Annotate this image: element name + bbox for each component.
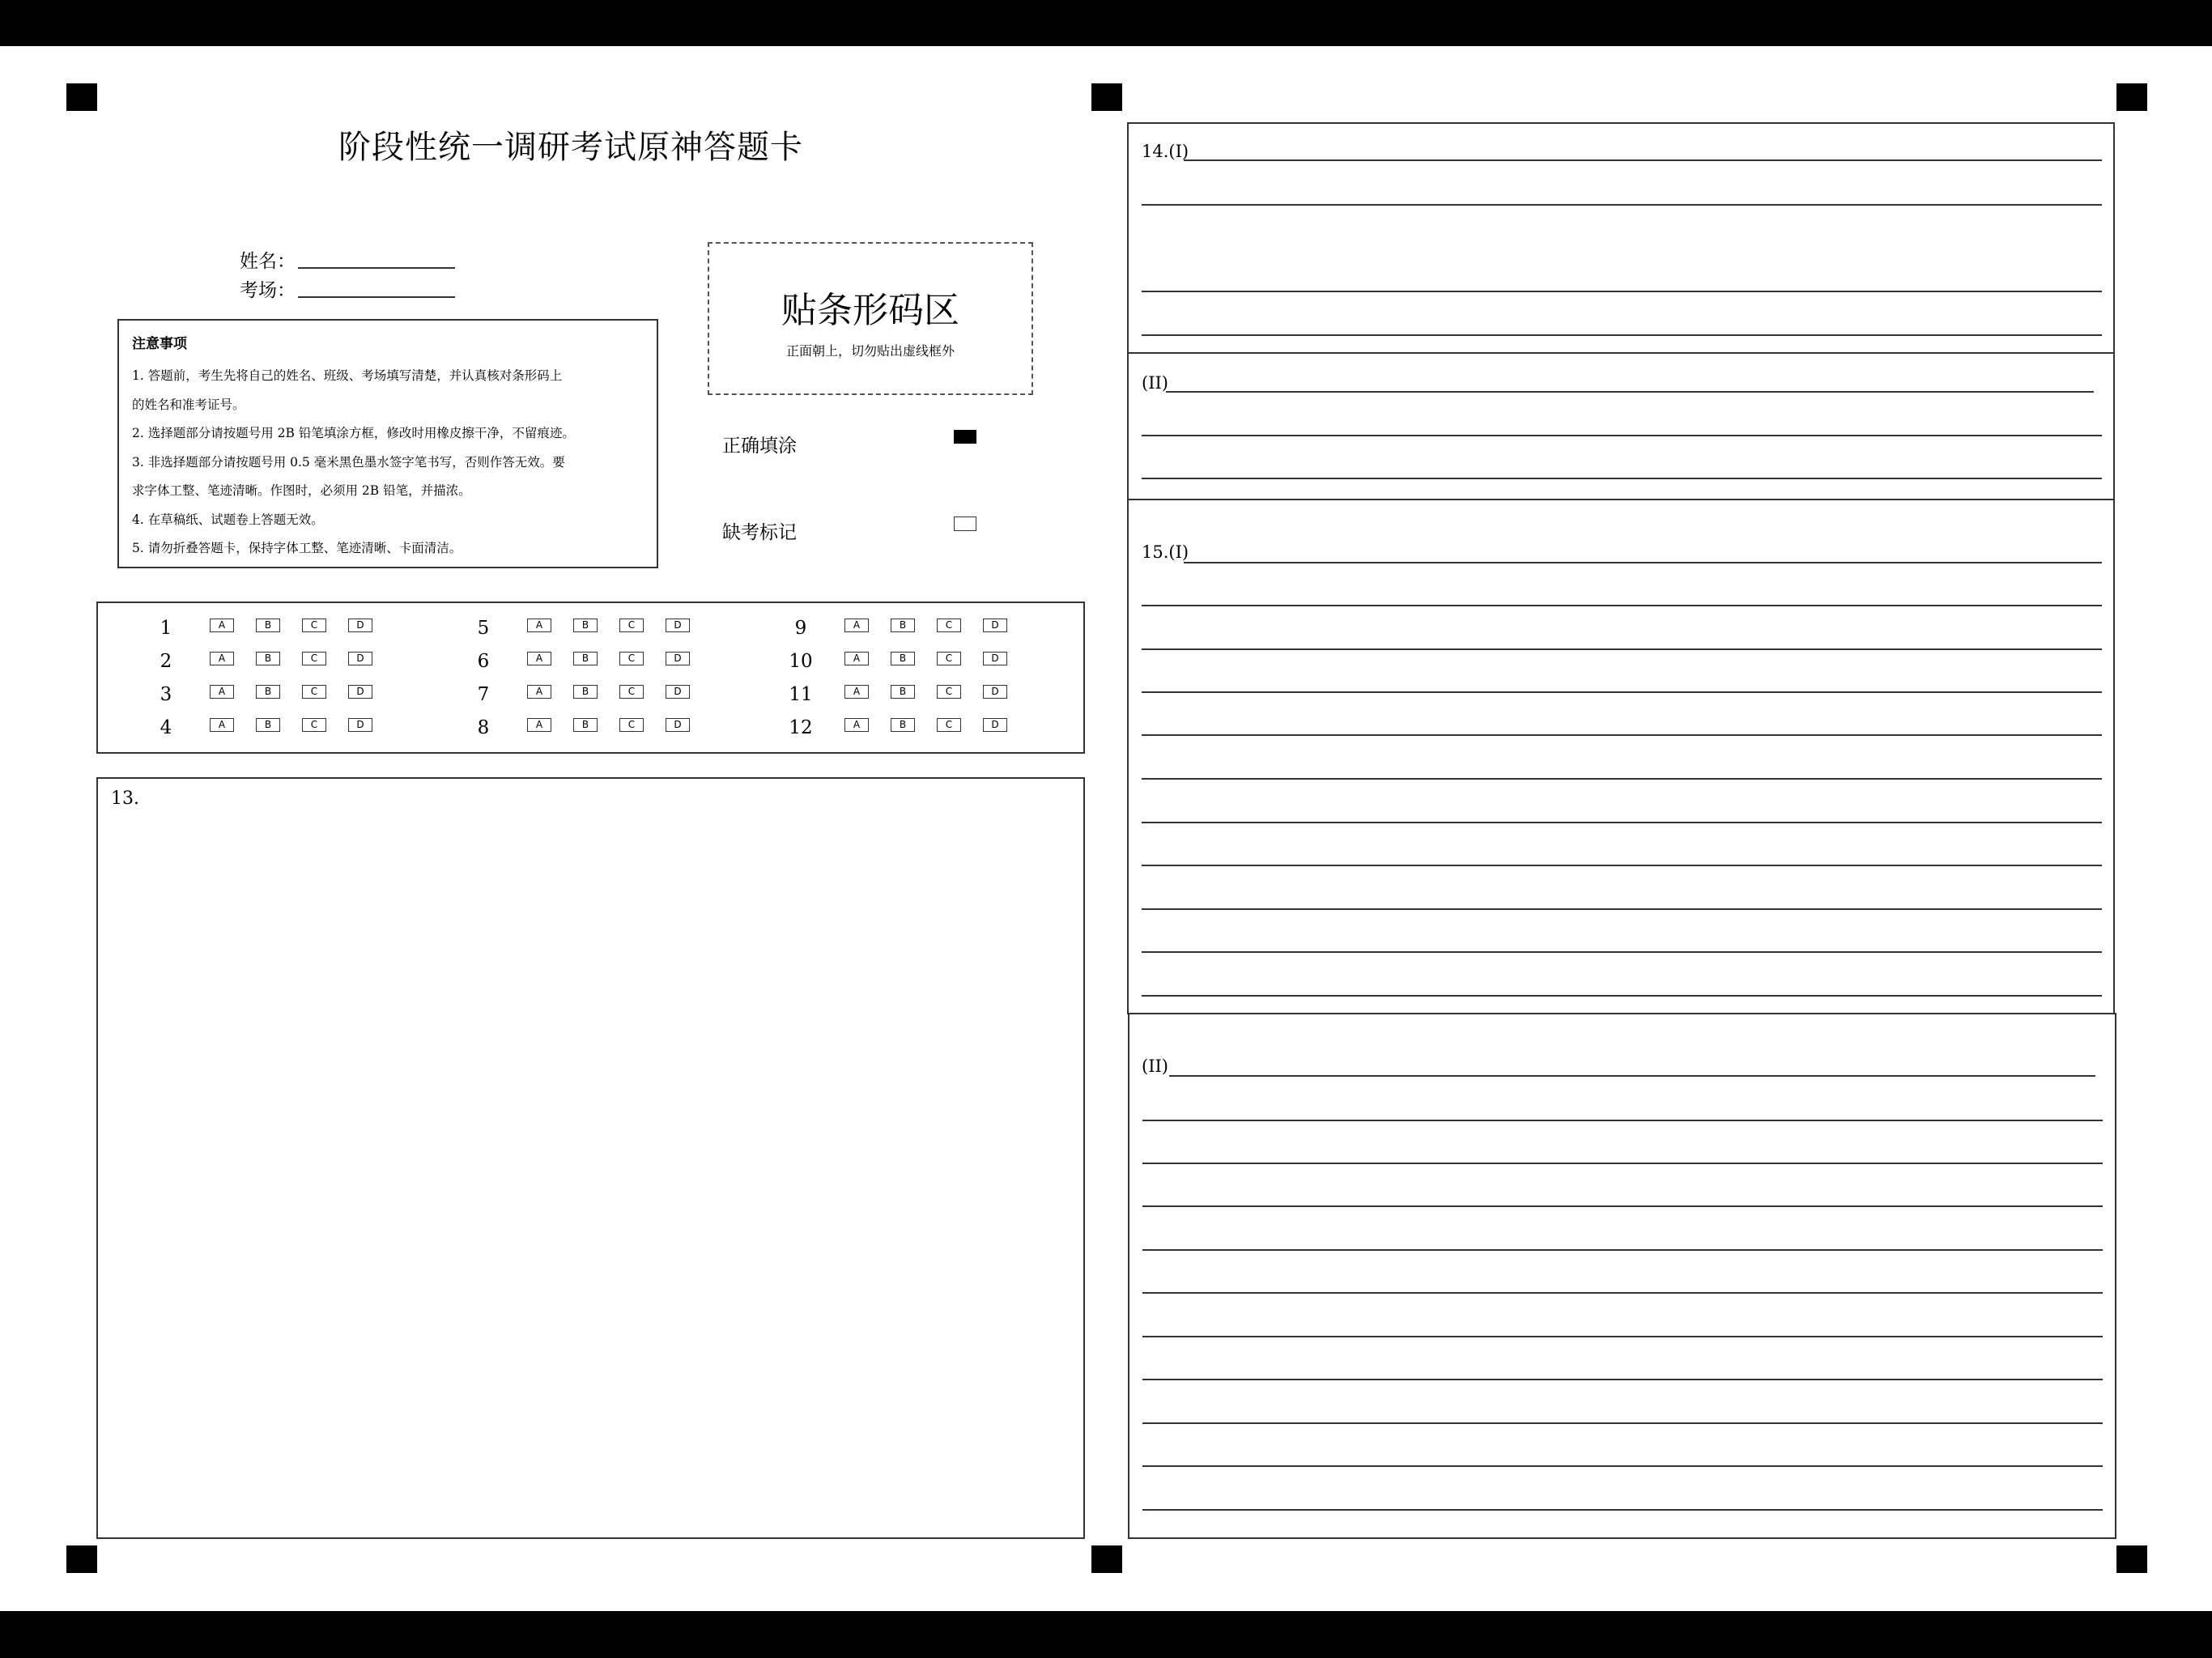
absent-mark-checkbox[interactable] [954,517,976,531]
option-4-A[interactable]: A [210,718,234,732]
writing-line[interactable] [1142,951,2102,953]
option-5-C[interactable]: C [619,619,644,632]
writing-line[interactable] [1142,1422,2103,1424]
name-label: 姓名： [240,251,296,272]
option-7-A[interactable]: A [527,685,551,699]
option-10-B[interactable]: B [891,652,915,665]
option-6-D[interactable]: D [666,652,690,665]
writing-line[interactable] [1142,204,2102,206]
option-7-C[interactable]: C [619,685,644,699]
barcode-subtitle: 正面朝上，切勿贴出虚线框外 [785,343,955,359]
writing-line[interactable] [1142,1465,2103,1467]
option-8-A[interactable]: A [527,718,551,732]
question-14-2-label: (II) [1142,373,1168,393]
notice-line: 1. 答题前，考生先将自己的姓名、班级、考场填写清楚，并认真核对条形码上 [132,368,563,383]
option-9-D[interactable]: D [983,619,1007,632]
writing-line[interactable] [1142,1292,2103,1294]
writing-line[interactable] [1142,1163,2103,1164]
registration-mark [66,1545,97,1573]
option-7-D[interactable]: D [666,685,690,699]
question-number-8: 8 [477,717,490,738]
option-12-D[interactable]: D [983,718,1007,732]
option-1-B[interactable]: B [256,619,280,632]
option-7-B[interactable]: B [573,685,598,699]
option-2-C[interactable]: C [302,652,326,665]
notice-line: 求字体工整、笔迹清晰。作图时，必须用 2B 铅笔，并描浓。 [132,483,471,498]
writing-line[interactable] [1142,822,2102,823]
registration-mark [66,83,97,111]
writing-line[interactable] [1142,1249,2103,1251]
writing-line[interactable] [1142,734,2102,736]
option-10-C[interactable]: C [937,652,961,665]
option-8-D[interactable]: D [666,718,690,732]
correct-fill-sample [954,430,976,444]
registration-mark [2116,83,2147,111]
option-4-B[interactable]: B [256,718,280,732]
notice-line: 4. 在草稿纸、试题卷上答题无效。 [132,512,324,527]
writing-line[interactable] [1169,1075,2095,1077]
barcode-title: 贴条形码区 [781,290,959,331]
question-14-1-label: 14.(I) [1142,142,1189,161]
barcode-area [708,242,1033,395]
option-2-A[interactable]: A [210,652,234,665]
option-11-D[interactable]: D [983,685,1007,699]
option-5-D[interactable]: D [666,619,690,632]
option-4-D[interactable]: D [348,718,372,732]
question-number-7: 7 [477,684,490,705]
option-6-A[interactable]: A [527,652,551,665]
option-9-A[interactable]: A [844,619,869,632]
writing-line[interactable] [1184,159,2102,161]
option-2-B[interactable]: B [256,652,280,665]
option-8-C[interactable]: C [619,718,644,732]
writing-line[interactable] [1142,435,2102,436]
notice-heading: 注意事项 [132,336,187,352]
option-4-C[interactable]: C [302,718,326,732]
answer-box-15-2[interactable] [1128,1013,2116,1539]
top-border-bar [0,0,2212,46]
option-12-C[interactable]: C [937,718,961,732]
question-15-2-label: (II) [1142,1056,1168,1076]
option-1-C[interactable]: C [302,619,326,632]
question-number-10: 10 [789,651,813,672]
writing-line[interactable] [1142,995,2102,997]
question-number-9: 9 [794,618,807,639]
writing-line[interactable] [1142,1205,2103,1207]
writing-line[interactable] [1142,778,2102,780]
writing-line[interactable] [1142,865,2102,866]
question-number-3: 3 [160,684,172,705]
page-title: 阶段性统一调研考试原神答题卡 [338,129,803,166]
writing-line[interactable] [1142,691,2102,693]
writing-line[interactable] [1142,648,2102,650]
registration-mark [2116,1545,2147,1573]
name-field[interactable] [298,267,455,269]
option-11-A[interactable]: A [844,685,869,699]
writing-line[interactable] [1142,1120,2103,1121]
question-number-2: 2 [160,651,172,672]
answer-box-15-1[interactable] [1127,499,2115,1014]
writing-line[interactable] [1142,908,2102,910]
answer-box-13[interactable] [96,777,1085,1539]
registration-mark [1091,83,1122,111]
option-9-B[interactable]: B [891,619,915,632]
option-5-A[interactable]: A [527,619,551,632]
question-13-label: 13. [111,789,139,809]
notice-line: 2. 选择题部分请按题号用 2B 铅笔填涂方框，修改时用橡皮擦干净，不留痕迹。 [132,426,575,440]
option-1-A[interactable]: A [210,619,234,632]
writing-line[interactable] [1142,1509,2103,1511]
option-2-D[interactable]: D [348,652,372,665]
option-11-C[interactable]: C [937,685,961,699]
question-number-1: 1 [160,618,172,639]
option-6-C[interactable]: C [619,652,644,665]
question-number-12: 12 [789,717,813,738]
correct-fill-label: 正确填涂 [722,436,797,457]
writing-line[interactable] [1142,1379,2103,1380]
notice-line: 3. 非选择题部分请按题号用 0.5 毫米黑色墨水签字笔书写，否则作答无效。要 [132,454,565,470]
question-number-5: 5 [477,618,490,639]
writing-line[interactable] [1142,291,2102,292]
option-11-B[interactable]: B [891,685,915,699]
option-10-A[interactable]: A [844,652,869,665]
question-number-11: 11 [789,684,813,705]
option-3-B[interactable]: B [256,685,280,699]
option-5-B[interactable]: B [573,619,598,632]
option-6-B[interactable]: B [573,652,598,665]
question-number-6: 6 [477,651,490,672]
room-field[interactable] [298,296,455,298]
writing-line[interactable] [1142,1336,2103,1337]
notice-box [117,319,658,568]
notice-line: 5. 请勿折叠答题卡，保持字体工整、笔迹清晰、卡面清洁。 [132,541,462,555]
writing-line[interactable] [1184,562,2102,563]
writing-line[interactable] [1166,391,2094,393]
room-label: 考场： [240,280,296,301]
writing-line[interactable] [1142,478,2102,479]
answer-box-14-1[interactable] [1127,122,2115,354]
registration-mark [1091,1545,1122,1573]
option-8-B[interactable]: B [573,718,598,732]
writing-line[interactable] [1142,605,2102,606]
question-15-1-label: 15.(I) [1142,542,1189,562]
option-9-C[interactable]: C [937,619,961,632]
question-number-4: 4 [160,717,172,738]
option-3-C[interactable]: C [302,685,326,699]
bottom-border-bar [0,1611,2212,1658]
option-10-D[interactable]: D [983,652,1007,665]
writing-line[interactable] [1142,334,2102,336]
option-3-A[interactable]: A [210,685,234,699]
option-1-D[interactable]: D [348,619,372,632]
notice-line: 的姓名和准考证号。 [132,397,245,412]
absent-mark-label: 缺考标记 [722,522,797,543]
option-12-B[interactable]: B [891,718,915,732]
option-12-A[interactable]: A [844,718,869,732]
option-3-D[interactable]: D [348,685,372,699]
